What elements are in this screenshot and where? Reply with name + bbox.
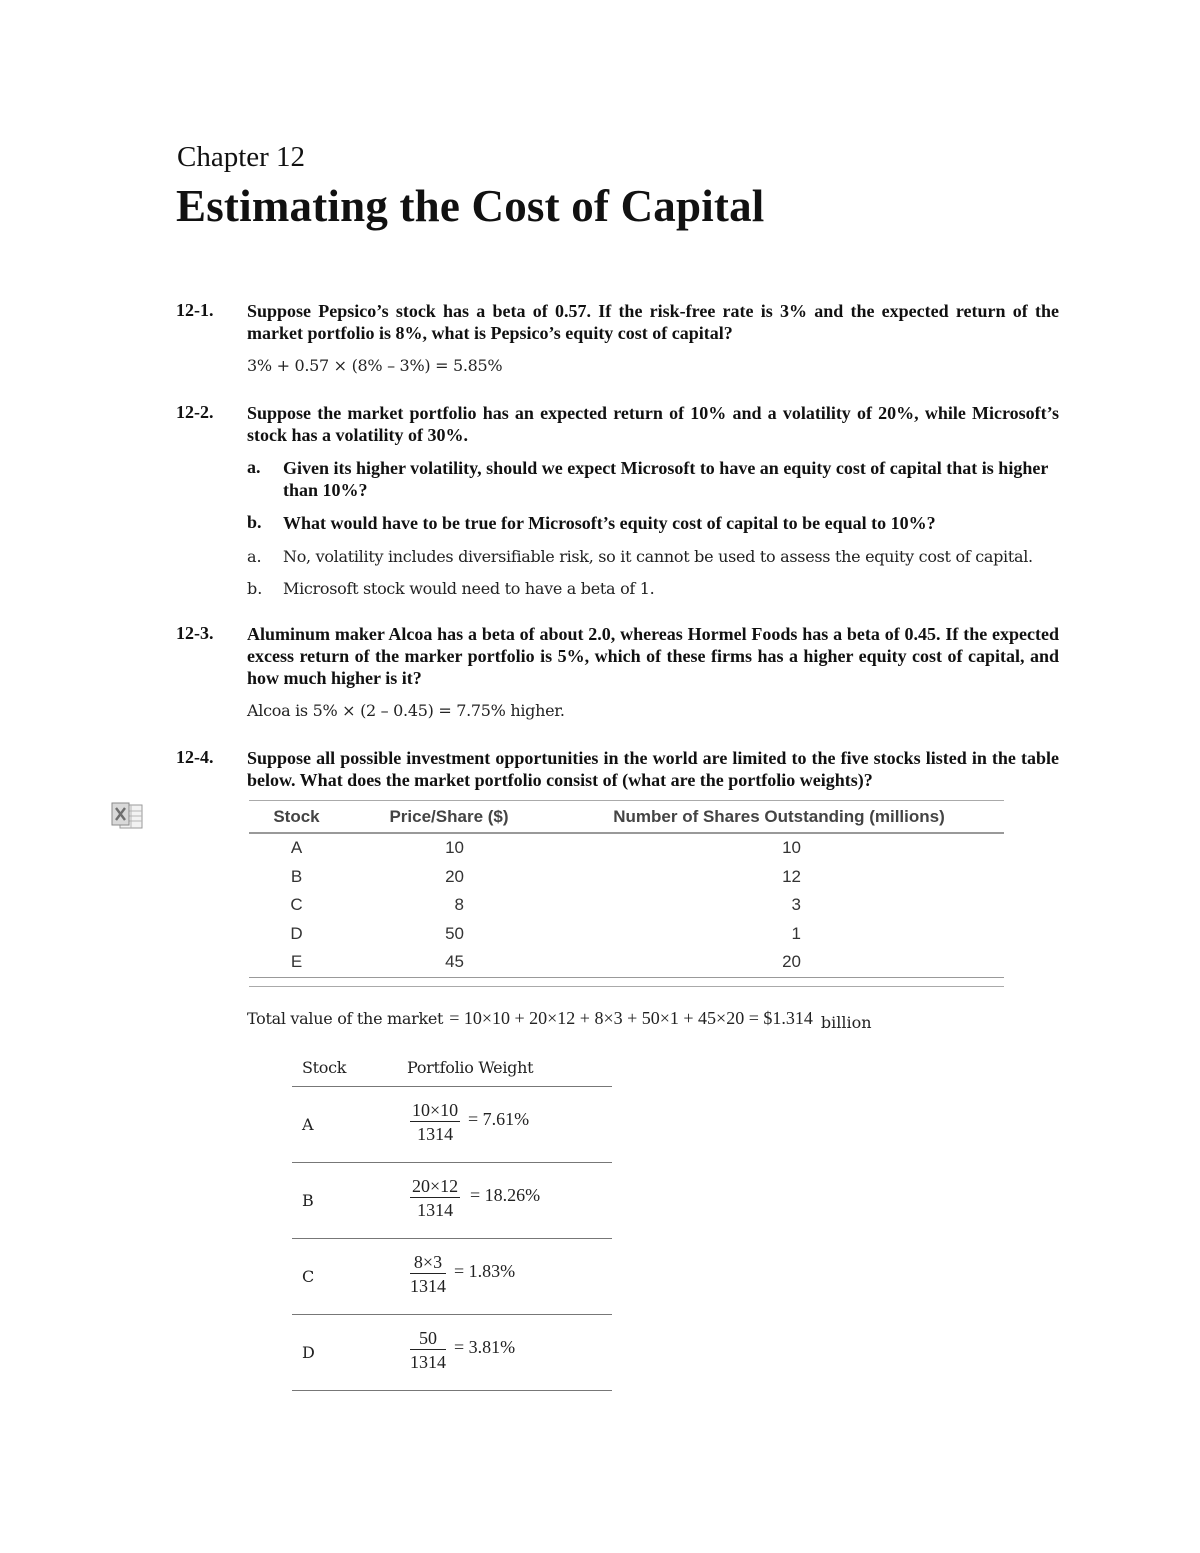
table-cell: A [290,838,303,858]
weights-stock: D [302,1343,315,1362]
weights-stock: A [302,1115,314,1134]
question-number: 12-4. [176,747,214,767]
table-cell: 20 [445,866,464,886]
answer-text: 3% + 0.57 × (8% – 3%) = 5.85% [247,356,503,375]
weights-row [292,1163,612,1239]
fraction-numerator: 50 [410,1327,446,1350]
fraction-numerator: 20×12 [412,1176,459,1196]
weight-fraction [410,1327,446,1374]
weights-stock: B [302,1191,314,1210]
weights-row [292,1315,612,1391]
question-number: 12-2. [176,402,214,422]
column-header: Number of Shares Outstanding (millions) [554,801,1004,833]
table-cell: B [290,866,303,886]
weights-header-row [292,1050,612,1087]
fraction-denominator: 1314 [417,1200,454,1220]
weight-result: = 7.61% [468,1109,530,1129]
fraction-denominator: 1314 [417,1124,454,1144]
fraction-numerator: 8×3 [410,1251,446,1274]
question-number: 12-1. [176,300,214,320]
stock-data-table [249,801,1004,978]
chapter-title: Estimating the Cost of Capital [176,181,765,231]
total-unit: billion [820,1013,872,1032]
answer-letter: a. [247,547,262,566]
column-header: Portfolio Weight [407,1058,534,1077]
weight-fraction [410,1251,446,1298]
table-bottom-rule [249,986,1004,987]
sub-question-text: What would have to be true for Microsoft’s equity cost of capital to be equal to 10%? [283,513,936,533]
answer-letter: b. [247,579,263,598]
table-cell: 3 [791,895,801,915]
weight-result: = 3.81% [454,1337,516,1357]
column-header: Price/Share ($) [344,801,554,833]
fraction-denominator: 1314 [410,1276,446,1296]
table-cell: 1 [791,923,801,943]
question-text: Suppose Pepsico’s stock has a beta of 0.57. If the risk-free rate is 3% and the expected return of the market portfolio is 8%, what is Pepsico’s equity cost of capital? [247,301,1059,343]
question-text: Suppose the market portfolio has an expected return of 10% and a volatility of 20%, while Microsoft’s stock has a volatility of 30%. [247,403,1059,445]
total-market-value [247,1008,872,1032]
table-row [249,948,1004,977]
table-cell: 20 [554,948,1004,977]
weight-fraction [410,1175,460,1222]
question-text: Suppose all possible investment opportunities in the world are limited to the five stocks listed in the table below. What does the market portfolio consist of (what are the portfolio weights)? [247,748,1059,790]
table-cell: C [290,895,303,915]
table-header-row [249,801,1004,833]
answer-text: Alcoa is 5% × (2 – 0.45) = 7.75% higher. [247,701,565,720]
column-header: Stock [302,1058,347,1077]
column-header: Stock [249,801,344,833]
table-row [249,891,1004,920]
table-cell: 8 [454,895,464,915]
weights-row [292,1087,612,1163]
weight-result: = 18.26% [470,1185,541,1205]
table-cell: 45 [344,948,554,977]
table-cell: 10 [782,838,801,858]
weight-fraction [410,1099,460,1146]
weight-result: = 1.83% [454,1261,516,1281]
fraction-denominator: 1314 [410,1352,446,1372]
table-cell: 50 [445,923,464,943]
total-expression: = 10×10 + 20×12 + 8×3 + 50×1 + 45×20 = $1.314 [449,1008,813,1028]
weights-stock: C [302,1267,315,1286]
table-row [249,863,1004,892]
sub-question-letter: b. [247,512,262,532]
table-cell: E [249,948,344,977]
fraction-numerator: 10×10 [412,1100,459,1120]
question-text: Aluminum maker Alcoa has a beta of about 2.0, whereas Hormel Foods has a beta of 0.45. If the expected excess return of the marker portfolio is 5%, which of these firms has a higher equity cost of capital, and how much higher is it? [247,624,1059,688]
answer-text: Microsoft stock would need to have a beta of 1. [283,579,655,598]
table-cell: 10 [445,838,464,858]
table-row [249,920,1004,949]
table-cell: 12 [782,866,801,886]
portfolio-weights-table [292,1050,612,1391]
table-cell: D [290,923,303,943]
excel-spreadsheet-icon[interactable] [111,802,143,830]
total-label: Total value of the market [247,1009,444,1028]
answer-text: No, volatility includes diversifiable risk, so it cannot be used to assess the equity cost of capital. [283,547,1033,566]
chapter-label: Chapter 12 [177,141,306,173]
table-row [249,833,1004,863]
sub-question-letter: a. [247,457,261,477]
weights-row [292,1239,612,1315]
sub-question-text: Given its higher volatility, should we expect Microsoft to have an equity cost of capital that is higher than 10%? [283,458,1048,500]
question-number: 12-3. [176,623,214,643]
